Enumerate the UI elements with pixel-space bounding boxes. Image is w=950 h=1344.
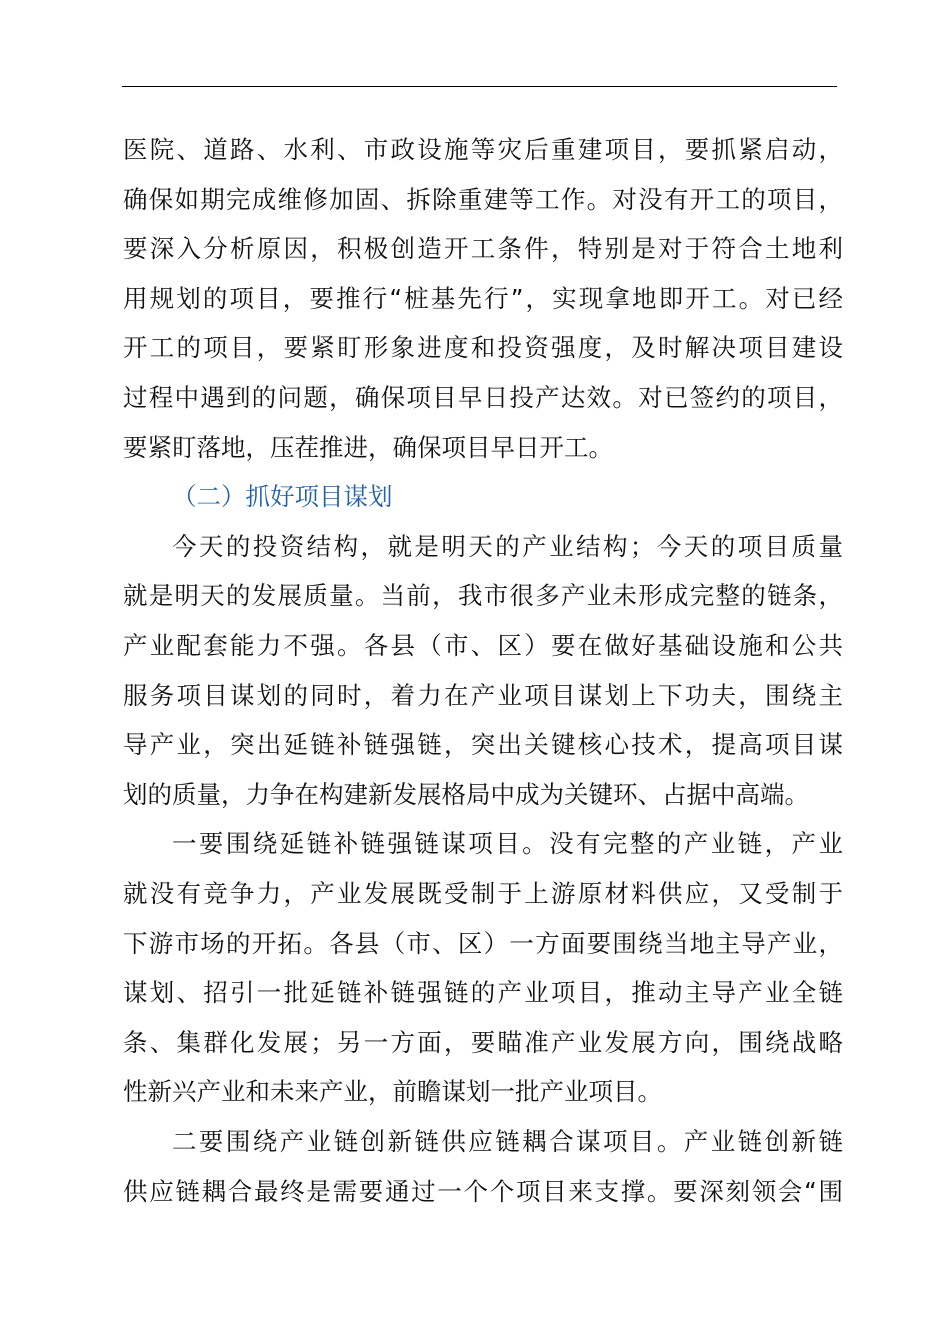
text-line: 供应链耦合最终是需要通过一个个项目来支撑。要深刻领会“围 xyxy=(123,1176,843,1206)
text-line: 产业配套能力不强。各县（市、区）要在做好基础设施和公共 xyxy=(123,631,843,660)
text-line: 用规划的项目，要推行“桩基先行”，实现拿地即开工。对已经 xyxy=(123,283,843,313)
text-line: 性新兴产业和未来产业，前瞻谋划一批产业项目。 xyxy=(123,1077,662,1107)
header-rule xyxy=(122,86,837,87)
text-line: 导产业，突出延链补链强链，突出关键核心技术，提高项目谋 xyxy=(123,730,843,760)
section-heading: （二）抓好项目谋划 xyxy=(172,482,393,512)
text-line: 划的质量，力争在构建新发展格局中成为关键环、占据中高端。 xyxy=(123,779,809,809)
text-line: 就没有竞争力，产业发展既受制于上游原材料供应，又受制于 xyxy=(123,879,843,908)
text-line: 条、集群化发展；另一方面，要瞄准产业发展方向，围绕战略 xyxy=(123,1027,843,1057)
text-line: 就是明天的发展质量。当前，我市很多产业未形成完整的链条， xyxy=(123,581,843,611)
text-line: 要紧盯落地，压茬推进，确保项目早日开工。 xyxy=(123,432,613,462)
text-line: 服务项目谋划的同时，着力在产业项目谋划上下功夫，围绕主 xyxy=(123,680,843,710)
text-line: 要深入分析原因，积极创造开工条件，特别是对于符合土地利 xyxy=(123,234,843,264)
text-line: 下游市场的开拓。各县（市、区）一方面要围绕当地主导产业， xyxy=(123,928,843,958)
text-line: 开工的项目，要紧盯形象进度和投资强度，及时解决项目建设 xyxy=(123,333,843,363)
text-line: 过程中遇到的问题，确保项目早日投产达效。对已签约的项目， xyxy=(123,383,843,412)
text-line: 确保如期完成维修加固、拆除重建等工作。对没有开工的项目， xyxy=(123,184,843,214)
text-line: 二要围绕产业链创新链供应链耦合谋项目。产业链创新链 xyxy=(172,1127,843,1156)
text-line: 今天的投资结构，就是明天的产业结构；今天的项目质量 xyxy=(172,531,843,561)
text-line: 一要围绕延链补链强链谋项目。没有完整的产业链，产业 xyxy=(172,829,843,859)
text-line: 谋划、招引一批延链补链强链的产业项目，推动主导产业全链 xyxy=(123,978,843,1008)
text-line: 医院、道路、水利、市政设施等灾后重建项目，要抓紧启动， xyxy=(123,135,843,164)
